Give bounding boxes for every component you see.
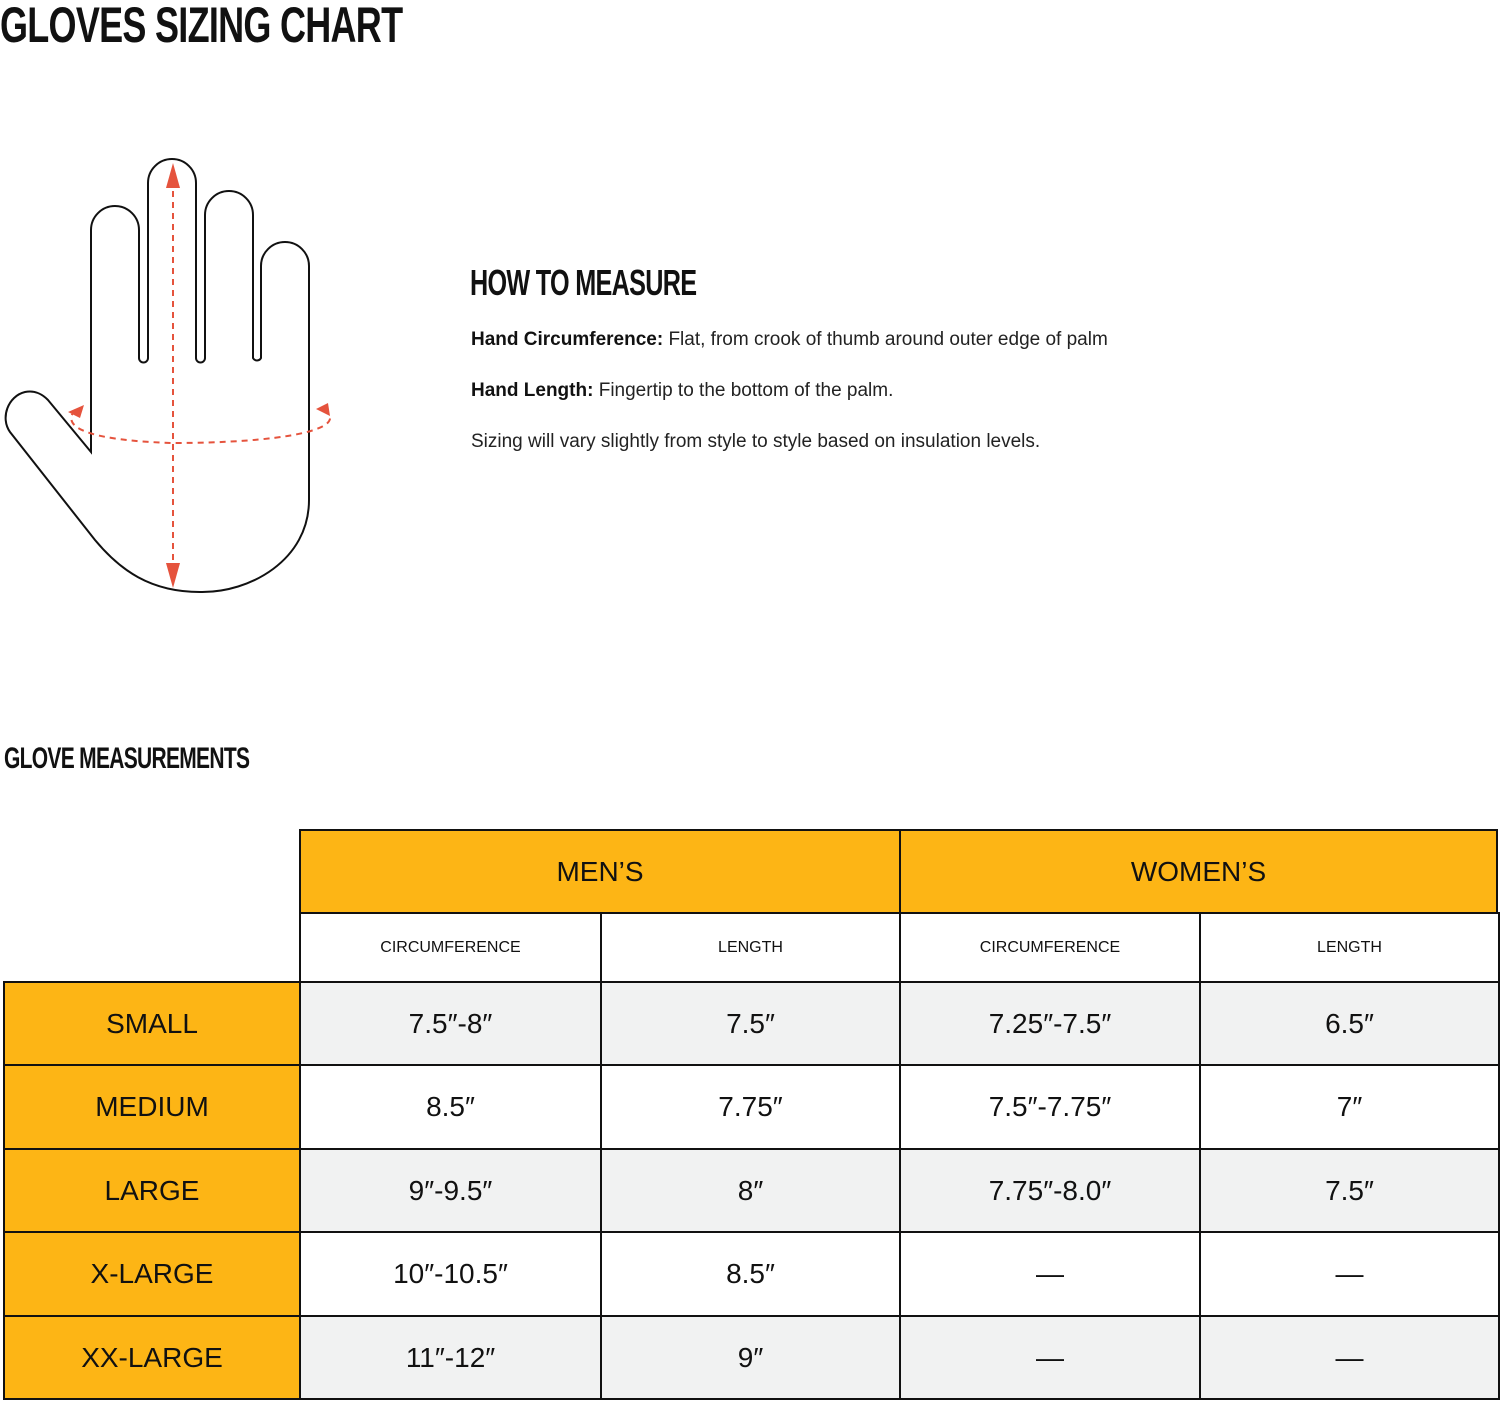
subheader-length: LENGTH bbox=[1199, 912, 1500, 983]
circumference-label: Hand Circumference: bbox=[471, 329, 664, 350]
size-label: MEDIUM bbox=[3, 1064, 301, 1150]
table-cell: 8″ bbox=[600, 1148, 901, 1233]
table-cell: 7.5″-8″ bbox=[299, 981, 602, 1066]
table-cell: 9″-9.5″ bbox=[299, 1148, 602, 1233]
table-cell: 11″-12″ bbox=[299, 1315, 602, 1400]
table-cell: — bbox=[899, 1231, 1201, 1317]
table-cell: 7.25″-7.5″ bbox=[899, 981, 1201, 1066]
table-cell: — bbox=[1199, 1315, 1500, 1400]
table-cell: 6.5″ bbox=[1199, 981, 1500, 1066]
glove-measurements-heading: GLOVE MEASUREMENTS bbox=[4, 742, 250, 775]
length-label: Hand Length: bbox=[471, 380, 594, 401]
size-label: SMALL bbox=[3, 981, 301, 1066]
table-cell: 7″ bbox=[1199, 1064, 1500, 1150]
subheader-length: LENGTH bbox=[600, 912, 901, 983]
length-text: Fingertip to the bottom of the palm. bbox=[593, 380, 894, 401]
length-instruction bbox=[471, 380, 893, 402]
table-cell: 10″-10.5″ bbox=[299, 1231, 602, 1317]
table-cell: 7.5″ bbox=[1199, 1148, 1500, 1233]
table-cell: 7.5″-7.75″ bbox=[899, 1064, 1201, 1150]
subheader-circumference: CIRCUMFERENCE bbox=[299, 912, 602, 983]
subheader-circumference: CIRCUMFERENCE bbox=[899, 912, 1201, 983]
table-cell: 7.75″-8.0″ bbox=[899, 1148, 1201, 1233]
table-cell: 7.5″ bbox=[600, 981, 901, 1066]
table-cell: — bbox=[899, 1315, 1201, 1400]
header-womens: WOMEN’S bbox=[899, 829, 1498, 914]
hand-measure-illustration bbox=[0, 140, 350, 610]
table-cell: 8.5″ bbox=[299, 1064, 602, 1150]
size-label: XX-LARGE bbox=[3, 1315, 301, 1400]
how-to-measure-heading: HOW TO MEASURE bbox=[470, 262, 697, 303]
arrowheads bbox=[68, 163, 330, 588]
circumference-instruction bbox=[471, 329, 1108, 351]
table-cell: — bbox=[1199, 1231, 1500, 1317]
table-cell: 7.75″ bbox=[600, 1064, 901, 1150]
page-title: GLOVES SIZING CHART bbox=[0, 0, 403, 53]
size-label: LARGE bbox=[3, 1148, 301, 1233]
header-mens: MEN’S bbox=[299, 829, 901, 914]
table-cell: 8.5″ bbox=[600, 1231, 901, 1317]
table-cell: 9″ bbox=[600, 1315, 901, 1400]
hand-outline bbox=[6, 159, 309, 592]
circumference-text: Flat, from crook of thumb around outer edge of palm bbox=[663, 329, 1108, 350]
size-label: X-LARGE bbox=[3, 1231, 301, 1317]
sizing-note: Sizing will vary slightly from style to style based on insulation levels. bbox=[471, 431, 1041, 452]
